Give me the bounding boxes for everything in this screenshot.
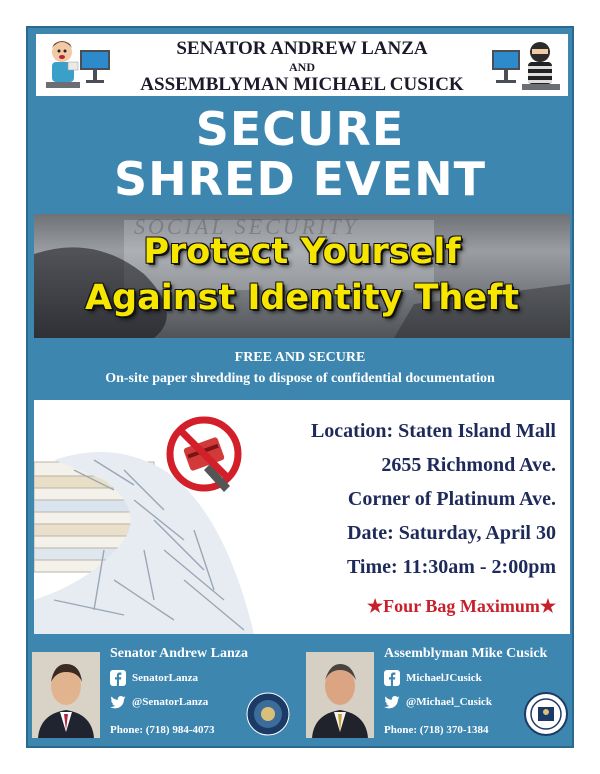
senator-name: Senator Andrew Lanza <box>110 646 248 661</box>
subhead-line-2: On-site paper shredding to dispose of confidential documentation <box>105 371 495 386</box>
address-text: 2655 Richmond Ave. <box>381 454 556 476</box>
assemblyman-facebook-handle: MichaelJCusick <box>406 672 482 684</box>
senator-twitter-handle: @SenatorLanza <box>132 696 209 708</box>
twitter-icon <box>384 694 400 710</box>
event-details <box>256 414 556 584</box>
senator-photo <box>32 652 100 738</box>
header <box>36 34 568 96</box>
banner-line-2: Against Identity Theft <box>84 278 520 318</box>
sponsor-line-3: ASSEMBLYMAN MICHAEL CUSICK <box>140 74 464 95</box>
corner-text: Corner of Platinum Ave. <box>347 488 556 510</box>
assemblyman-contact <box>306 642 572 746</box>
assemblyman-twitter-handle: @Michael_Cusick <box>406 696 493 708</box>
facebook-icon <box>110 670 126 686</box>
assemblyman-twitter[interactable] <box>384 694 492 712</box>
assembly-seal-icon <box>524 692 568 736</box>
time-text: Time: 11:30am - 2:00pm <box>346 556 556 578</box>
senate-seal-icon <box>246 692 290 736</box>
event-info <box>34 400 570 634</box>
senator-contact <box>32 642 302 746</box>
assemblyman-phone: Phone: (718) 370-1384 <box>384 724 489 736</box>
senator-facebook[interactable] <box>110 670 198 688</box>
assemblyman-facebook[interactable] <box>384 670 482 688</box>
bag-limit-text: ★Four Bag Maximum★ <box>367 596 556 616</box>
sponsor-line-2: AND <box>289 60 315 74</box>
assemblyman-name: Assemblyman Mike Cusick <box>384 646 548 661</box>
title-line-1: SECURE <box>195 102 405 156</box>
facebook-icon <box>384 670 400 686</box>
flyer <box>26 26 574 748</box>
title-line-2: SHRED EVENT <box>114 152 486 206</box>
hacker-icon <box>488 36 564 94</box>
senator-facebook-handle: SenatorLanza <box>132 672 198 684</box>
shredded-paper-image <box>34 400 264 634</box>
identity-theft-banner <box>34 214 570 338</box>
assemblyman-photo <box>306 652 374 738</box>
senator-phone: Phone: (718) 984-4073 <box>110 724 215 736</box>
twitter-icon <box>110 694 126 710</box>
senator-twitter[interactable] <box>110 694 208 712</box>
no-credit-card-icon <box>170 420 238 492</box>
subhead-line-1: FREE AND SECURE <box>234 350 366 365</box>
location-text: Location: Staten Island Mall <box>310 420 556 442</box>
date-text: Date: Saturday, April 30 <box>347 522 556 544</box>
banner-line-1: Protect Yourself <box>143 232 461 272</box>
sponsor-line-1: SENATOR ANDREW LANZA <box>176 38 428 59</box>
